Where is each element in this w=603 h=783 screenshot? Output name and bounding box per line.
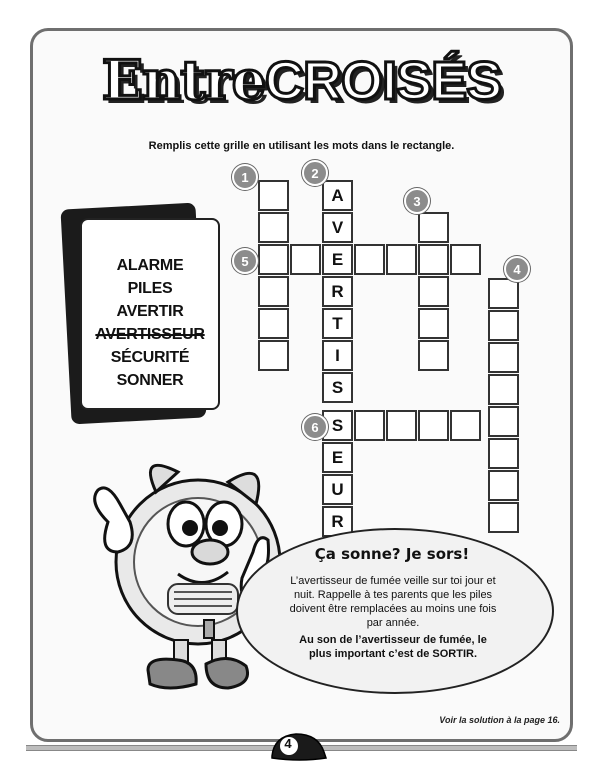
grid-cell-filled: T [322,308,353,339]
grid-cell-filled: S [322,410,353,441]
grid-cell[interactable] [418,212,449,243]
title-part-entre: Entre [101,48,266,112]
word-list-box [80,218,220,410]
grid-cell[interactable] [450,244,481,275]
grid-cell[interactable] [386,410,417,441]
grid-cell[interactable] [386,244,417,275]
word-item: ALARME [116,257,184,274]
page-title [0,48,603,112]
grid-cell[interactable] [488,502,519,533]
grid-cell-filled: A [322,180,353,211]
bubble-body: L’avertisseur de fumée veille sur toi jour et nuit. Rappelle à tes parents que les piles doivent être remplacées au moins une fois par année. [289,575,497,629]
fire-helmet-icon [270,730,328,762]
grid-cell[interactable] [418,410,449,441]
grid-cell[interactable] [418,276,449,307]
grid-cell[interactable] [488,470,519,501]
grid-cell[interactable] [418,308,449,339]
grid-cell-filled: R [322,276,353,307]
instruction-text: Remplis cette grille en utilisant les mots dans le rectangle. [148,140,455,152]
grid-cell-filled: I [322,340,353,371]
grid-cell[interactable] [354,244,385,275]
grid-cell-filled: E [322,442,353,473]
grid-cell[interactable] [488,278,519,309]
grid-cell[interactable] [258,212,289,243]
word-item: SONNER [116,372,184,389]
solution-note: Voir la solution à la page 16. [439,715,560,725]
bubble-title: Ça sonne? Je sors! [314,545,470,563]
grid-cell-filled: E [322,244,353,275]
word-item: SÉCURITÉ [110,349,190,366]
grid-cell[interactable] [418,244,449,275]
clue-number-6: 6 [302,414,328,440]
grid-cell[interactable] [488,438,519,469]
grid-cell-filled: R [322,506,353,537]
grid-cell[interactable] [258,244,289,275]
title-part-croises: CROISÉS [265,51,502,111]
grid-cell-filled: U [322,474,353,505]
grid-cell-filled: S [322,372,353,403]
clue-number-2: 2 [302,160,328,186]
grid-cell[interactable] [418,340,449,371]
grid-cell[interactable] [258,340,289,371]
grid-cell[interactable] [290,244,321,275]
grid-cell[interactable] [488,374,519,405]
grid-cell-filled: V [322,212,353,243]
grid-cell[interactable] [258,180,289,211]
grid-cell[interactable] [450,410,481,441]
clue-number-3: 3 [404,188,430,214]
grid-cell[interactable] [258,276,289,307]
word-item: PILES [127,280,173,297]
grid-cell[interactable] [488,406,519,437]
word-item-struck: AVERTISSEUR [95,326,205,343]
word-item: AVERTIR [116,303,184,320]
bubble-strong: Au son de l’avertisseur de fumée, le plus important c’est de SORTIR. [299,634,487,660]
grid-cell[interactable] [258,308,289,339]
clue-number-5: 5 [232,248,258,274]
grid-cell[interactable] [488,342,519,373]
grid-cell[interactable] [488,310,519,341]
clue-number-1: 1 [232,164,258,190]
page-number: 4 [284,736,292,751]
grid-cell[interactable] [354,410,385,441]
clue-number-4: 4 [504,256,530,282]
